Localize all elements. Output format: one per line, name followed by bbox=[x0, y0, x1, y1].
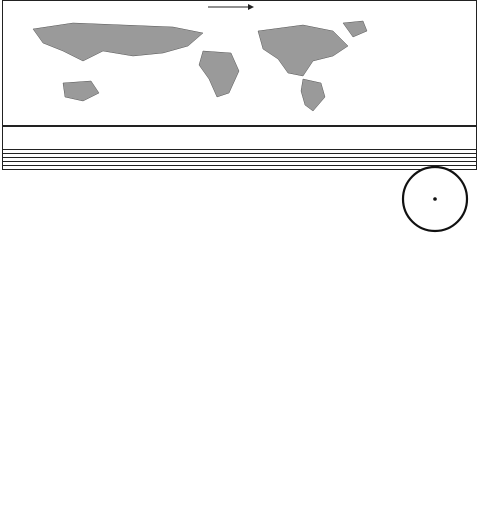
table-heading bbox=[3, 127, 476, 150]
zone-names-row bbox=[6, 10, 473, 22]
australia-shape bbox=[63, 81, 99, 101]
longitude-numbers bbox=[27, 1, 452, 10]
south-america-shape bbox=[301, 79, 325, 111]
north-america-shape bbox=[258, 25, 348, 76]
greenland-shape bbox=[343, 21, 367, 37]
europe-asia-shape bbox=[33, 23, 203, 61]
reading-table bbox=[2, 126, 477, 170]
africa-shape bbox=[199, 51, 239, 97]
section-egypt bbox=[3, 158, 476, 162]
time-zone-map bbox=[2, 0, 477, 126]
zone-clocks-row bbox=[6, 113, 473, 125]
clock-icon bbox=[400, 164, 470, 234]
